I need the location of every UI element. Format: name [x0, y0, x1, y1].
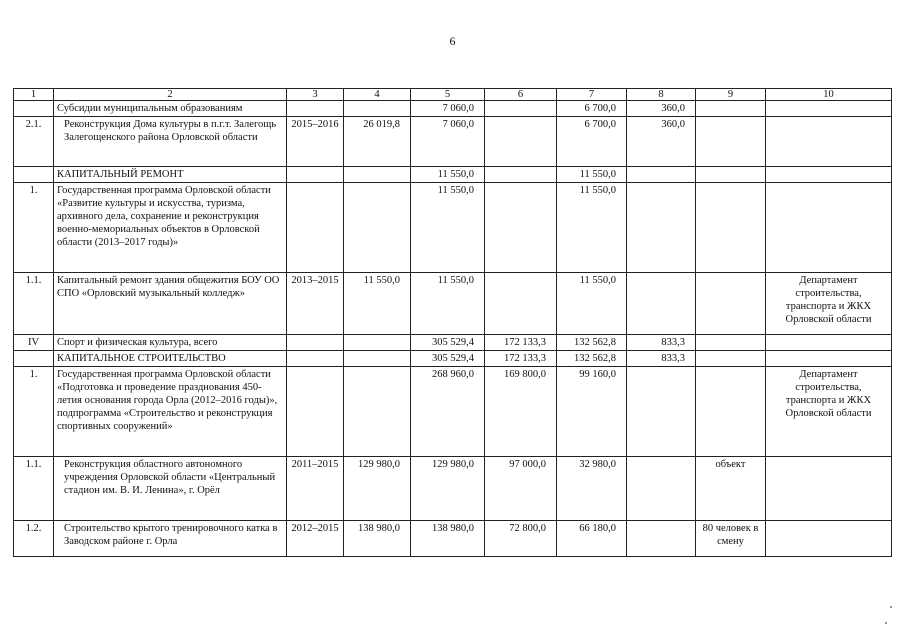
row-col8 — [627, 273, 696, 335]
column-number: 5 — [411, 89, 485, 101]
row-total — [344, 367, 411, 457]
row-col10 — [766, 167, 892, 183]
table-row — [14, 351, 892, 367]
row-name: Субсидии муниципальным образованиям — [54, 101, 287, 117]
row-col5: 11 550,0 — [411, 183, 485, 273]
row-name: Спорт и физическая культура, всего — [54, 335, 287, 351]
row-col6: 72 800,0 — [485, 521, 557, 557]
table-row — [14, 167, 892, 183]
row-col8 — [627, 167, 696, 183]
column-number: 8 — [627, 89, 696, 101]
row-col6 — [485, 101, 557, 117]
row-period — [287, 367, 344, 457]
page-number: 6 — [449, 34, 456, 48]
row-index: 1.1. — [14, 457, 54, 521]
row-col8: 360,0 — [627, 101, 696, 117]
row-name: Строительство крытого тренировочного катка в Заводском районе г. Орла — [54, 521, 287, 557]
row-index: 2.1. — [14, 117, 54, 167]
row-name: Государственная программа Орловской области «Подготовка и проведение празднования 450-летия основания города Орла (2012–2016 годы)», подпрограмма «Строительство и реконструкция спортивных сооружений» — [54, 367, 287, 457]
table-row — [14, 183, 892, 273]
row-col7: 11 550,0 — [557, 167, 627, 183]
row-index — [14, 167, 54, 183]
table-row — [14, 457, 892, 521]
row-col10 — [766, 183, 892, 273]
table-row — [14, 273, 892, 335]
row-col8: 833,3 — [627, 351, 696, 367]
row-col10: Департамент строительства, транспорта и ЖКХ Орловской области — [766, 367, 892, 457]
scan-speck — [885, 622, 887, 624]
row-col5: 138 980,0 — [411, 521, 485, 557]
row-index: IV — [14, 335, 54, 351]
row-name: Реконструкция Дома культуры в п.г.т. Залегощь Залегощенского района Орловской области — [54, 117, 287, 167]
row-period: 2011–2015 — [287, 457, 344, 521]
row-col7: 6 700,0 — [557, 101, 627, 117]
row-col10: Департамент строительства, транспорта и ЖКХ Орловской области — [766, 273, 892, 335]
row-index — [14, 101, 54, 117]
row-col9 — [696, 117, 766, 167]
row-col9 — [696, 101, 766, 117]
row-col10 — [766, 521, 892, 557]
row-total — [344, 183, 411, 273]
row-col10 — [766, 335, 892, 351]
row-col5: 7 060,0 — [411, 117, 485, 167]
row-col10 — [766, 117, 892, 167]
row-period: 2015–2016 — [287, 117, 344, 167]
column-number: 6 — [485, 89, 557, 101]
row-col7: 6 700,0 — [557, 117, 627, 167]
row-col7: 11 550,0 — [557, 273, 627, 335]
column-number: 1 — [14, 89, 54, 101]
row-total: 138 980,0 — [344, 521, 411, 557]
row-col8 — [627, 457, 696, 521]
column-number: 3 — [287, 89, 344, 101]
row-index — [14, 351, 54, 367]
row-total — [344, 101, 411, 117]
row-period — [287, 351, 344, 367]
row-col6 — [485, 183, 557, 273]
table-row — [14, 335, 892, 351]
row-total — [344, 335, 411, 351]
row-name: Государственная программа Орловской области «Развитие культуры и искусства, туризма, архивного дела, сохранение и реконструкция военно-мемориальных объектов в Орловской области (2013–2017 годы)» — [54, 183, 287, 273]
row-col6 — [485, 273, 557, 335]
row-col5: 7 060,0 — [411, 101, 485, 117]
row-col6: 172 133,3 — [485, 351, 557, 367]
table-row — [14, 367, 892, 457]
row-total: 26 019,8 — [344, 117, 411, 167]
row-col10 — [766, 457, 892, 521]
column-number: 7 — [557, 89, 627, 101]
row-col9 — [696, 335, 766, 351]
row-total — [344, 351, 411, 367]
row-name: Реконструкция областного автономного учреждения Орловской области «Центральный стадион им. В. И. Ленина», г. Орёл — [54, 457, 287, 521]
row-col8: 833,3 — [627, 335, 696, 351]
row-index: 1.2. — [14, 521, 54, 557]
row-col8 — [627, 367, 696, 457]
row-total: 11 550,0 — [344, 273, 411, 335]
scan-speck — [890, 606, 892, 608]
row-col9 — [696, 273, 766, 335]
column-number: 10 — [766, 89, 892, 101]
row-col10 — [766, 351, 892, 367]
row-col9 — [696, 351, 766, 367]
row-total — [344, 167, 411, 183]
row-period: 2012–2015 — [287, 521, 344, 557]
row-col9: объект — [696, 457, 766, 521]
row-total: 129 980,0 — [344, 457, 411, 521]
budget-table — [13, 88, 892, 557]
row-col6: 169 800,0 — [485, 367, 557, 457]
row-name: Капитальный ремонт здания общежития БОУ ОО СПО «Орловский музыкальный колледж» — [54, 273, 287, 335]
row-col9 — [696, 167, 766, 183]
row-col9 — [696, 183, 766, 273]
row-period: 2013–2015 — [287, 273, 344, 335]
row-col5: 11 550,0 — [411, 167, 485, 183]
row-col5: 268 960,0 — [411, 367, 485, 457]
row-name: КАПИТАЛЬНОЕ СТРОИТЕЛЬСТВО — [54, 351, 287, 367]
row-col6: 172 133,3 — [485, 335, 557, 351]
row-index: 1.1. — [14, 273, 54, 335]
row-col5: 129 980,0 — [411, 457, 485, 521]
row-col5: 305 529,4 — [411, 351, 485, 367]
row-period — [287, 101, 344, 117]
column-number: 2 — [54, 89, 287, 101]
row-col7: 132 562,8 — [557, 351, 627, 367]
row-col5: 11 550,0 — [411, 273, 485, 335]
row-period — [287, 335, 344, 351]
row-col7: 132 562,8 — [557, 335, 627, 351]
column-number: 9 — [696, 89, 766, 101]
row-col7: 99 160,0 — [557, 367, 627, 457]
row-index: 1. — [14, 367, 54, 457]
row-col6: 97 000,0 — [485, 457, 557, 521]
row-index: 1. — [14, 183, 54, 273]
row-col9 — [696, 367, 766, 457]
row-col5: 305 529,4 — [411, 335, 485, 351]
row-col8: 360,0 — [627, 117, 696, 167]
row-col9: 80 человек в смену — [696, 521, 766, 557]
row-col8 — [627, 521, 696, 557]
row-col10 — [766, 101, 892, 117]
row-col6 — [485, 167, 557, 183]
table-row — [14, 117, 892, 167]
row-col6 — [485, 117, 557, 167]
row-col8 — [627, 183, 696, 273]
column-number: 4 — [344, 89, 411, 101]
row-name: КАПИТАЛЬНЫЙ РЕМОНТ — [54, 167, 287, 183]
row-col7: 32 980,0 — [557, 457, 627, 521]
row-period — [287, 167, 344, 183]
row-col7: 66 180,0 — [557, 521, 627, 557]
row-period — [287, 183, 344, 273]
header-row — [14, 89, 892, 101]
table-row — [14, 521, 892, 557]
row-col7: 11 550,0 — [557, 183, 627, 273]
table-row — [14, 101, 892, 117]
